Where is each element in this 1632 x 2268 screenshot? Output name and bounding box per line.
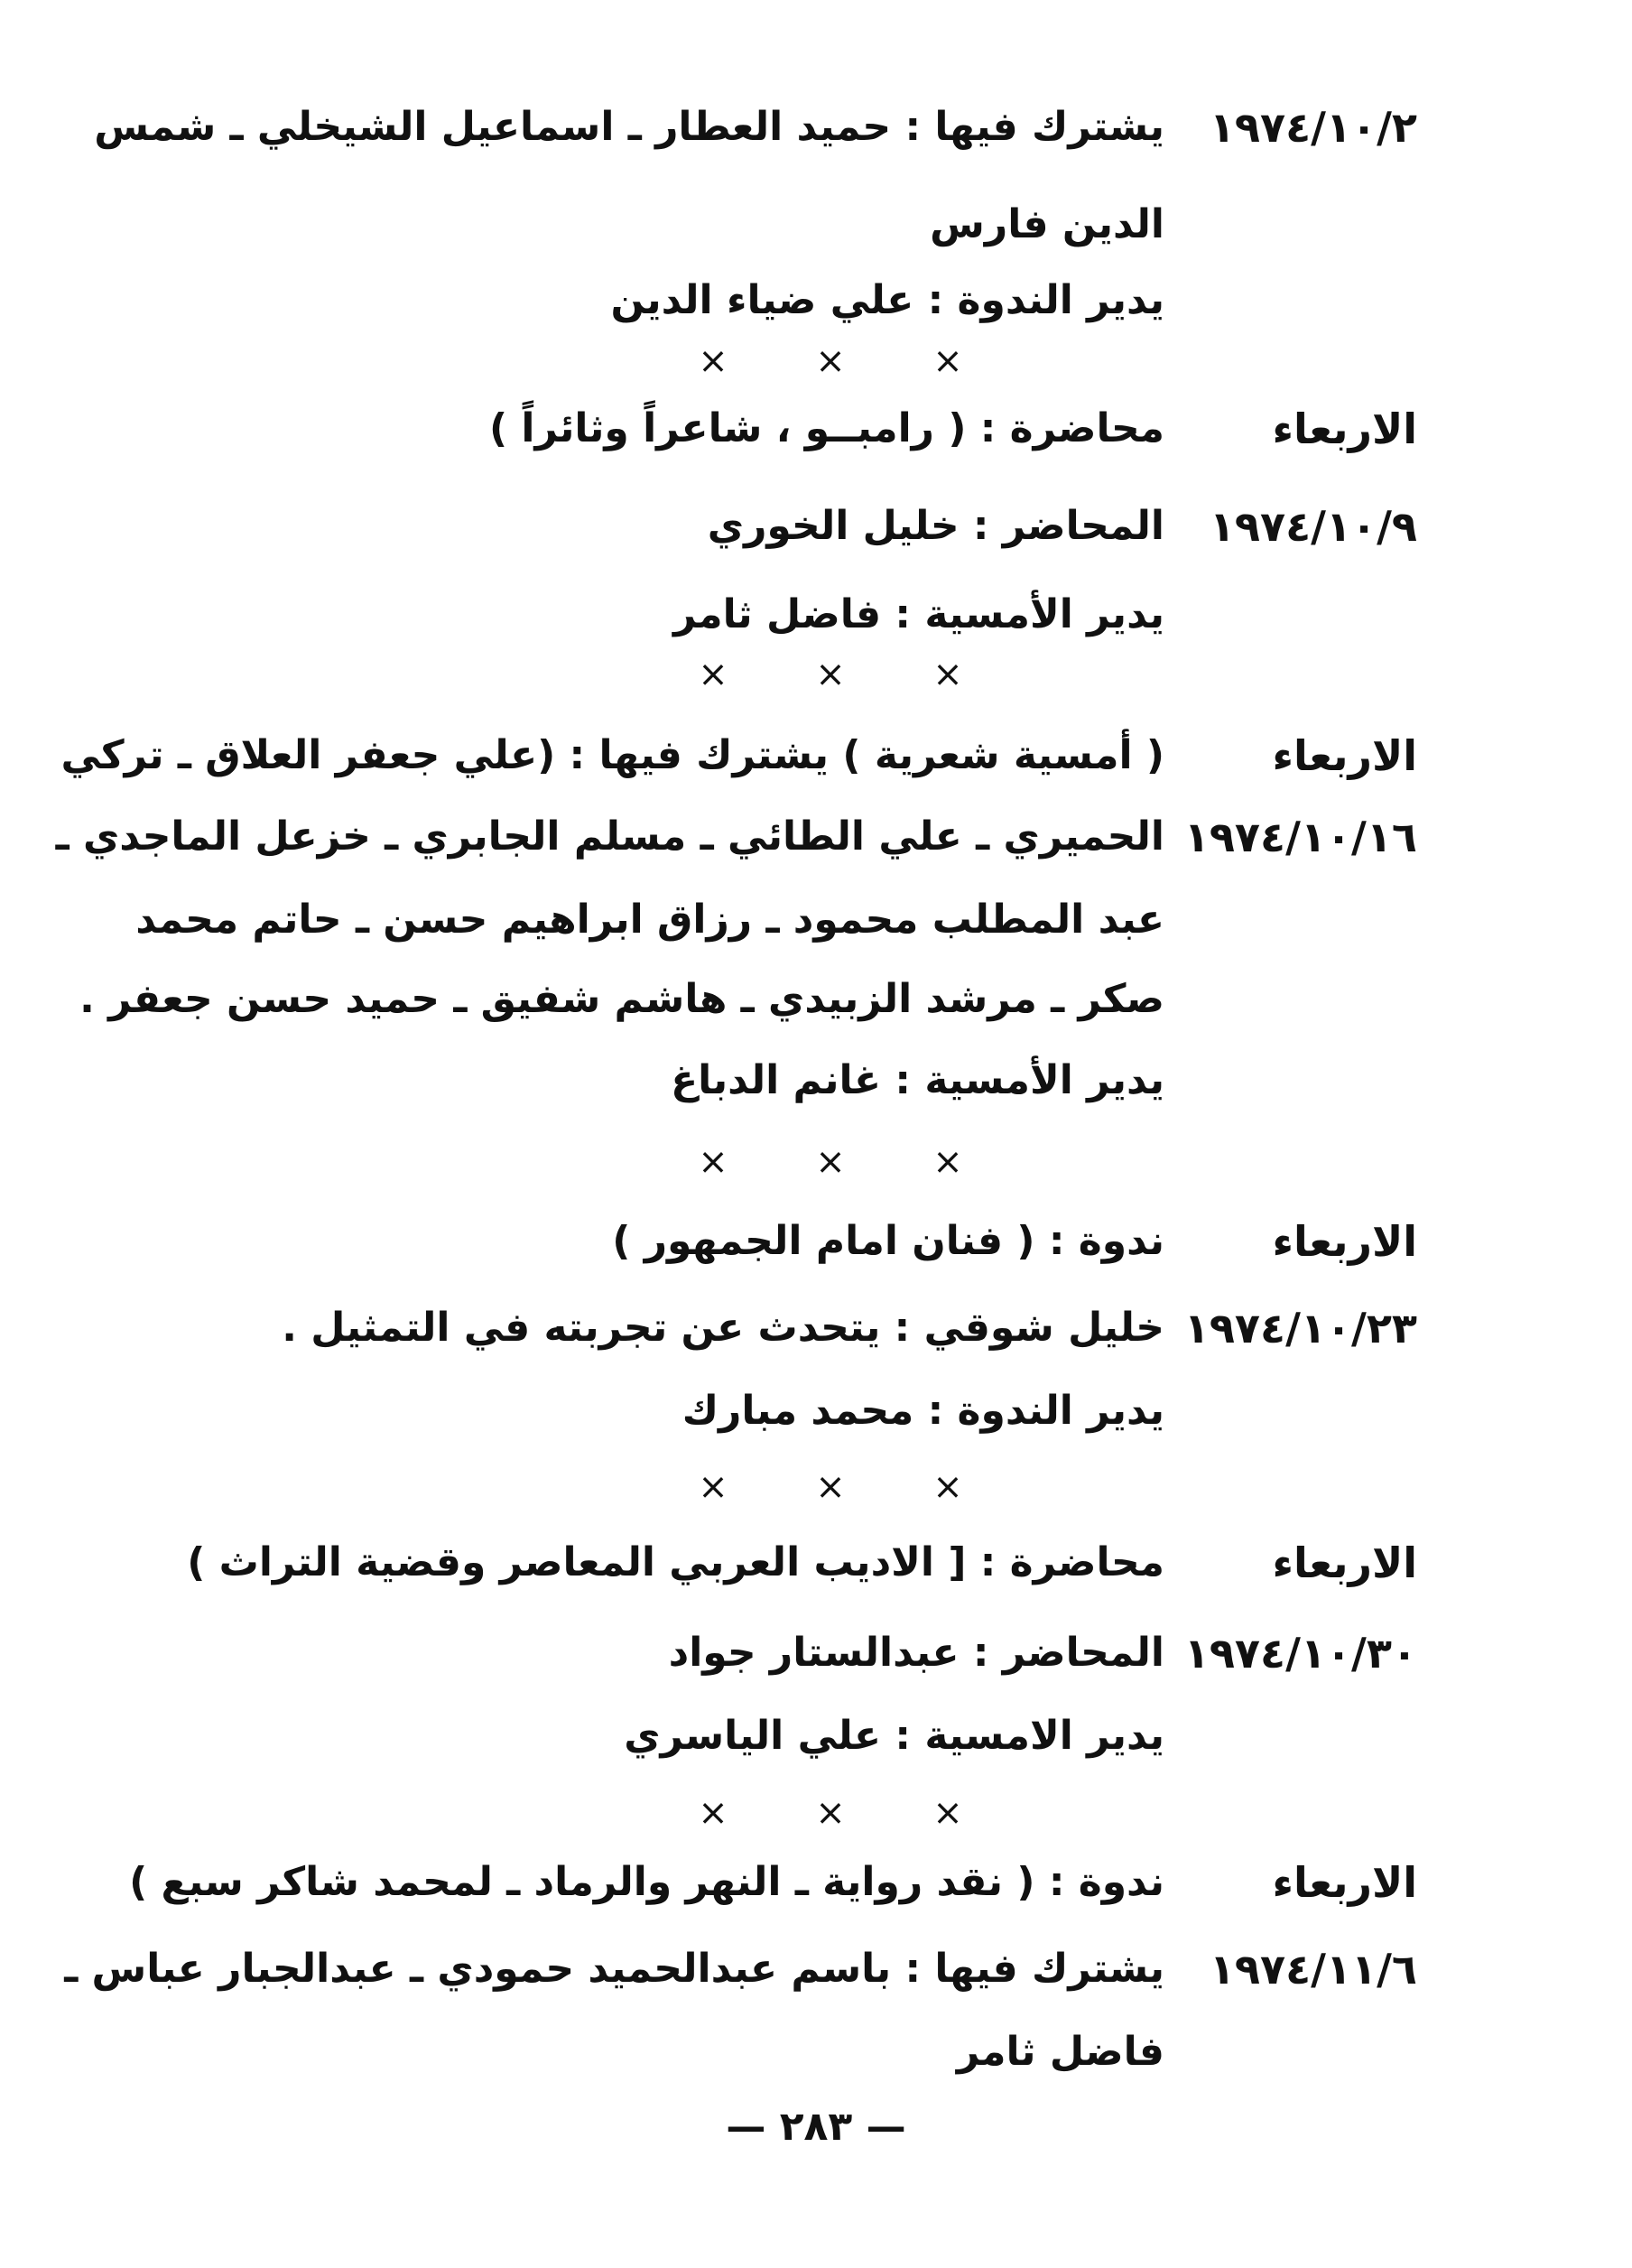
entry-text: الحميري ـ علي الطائي ـ مسلم الجابري ـ خزعل الماجدي ـ [55, 813, 1164, 860]
entry-day: الاربعاء [1272, 731, 1417, 780]
separator-mark: × [698, 1792, 728, 1834]
entry-line [190, 1371, 1417, 1468]
section-separator [695, 1790, 966, 1836]
entry-line [190, 1040, 1417, 1138]
section-separator [695, 339, 966, 384]
separator-mark: × [815, 1141, 846, 1183]
entry-line [190, 1696, 1417, 1793]
entry-date: ١٩٧٤/١٠/٣٠ [1183, 1629, 1417, 1678]
entry-line [55, 796, 1417, 879]
entry-text: يشترك فيها : حميد العطار ـ اسماعيل الشيخلي ـ شمس [94, 104, 1164, 150]
program-entry [190, 1201, 1417, 1468]
separator-mark: × [815, 1466, 846, 1508]
section-separator [695, 1139, 966, 1185]
entry-text: يدير الأمسية : فاضل ثامر [673, 591, 1164, 637]
entry-text: محاضرة : ( رامبــو ، شاعراً وثائراً ) [488, 405, 1164, 451]
entry-line [64, 1929, 1417, 2012]
separator-mark: × [932, 1792, 963, 1834]
entry-text: يدير الأمسية : غانم الدباغ [671, 1057, 1164, 1103]
separator-mark: × [932, 1466, 963, 1508]
entry-text: المحاضر : خليل الخوري [707, 503, 1164, 549]
separator-mark: × [815, 654, 846, 695]
entry-text: الدين فارس [930, 201, 1164, 247]
entry-line [190, 184, 1417, 260]
entry-text: يدير الندوة : علي ضياء الدين [610, 277, 1164, 323]
entry-day: الاربعاء [1272, 1217, 1417, 1266]
entry-line [190, 486, 1417, 574]
separator-mark: × [932, 1141, 963, 1183]
program-entry [190, 388, 1417, 672]
entry-text: ندوة : ( فنان امام الجمهور ) [612, 1218, 1164, 1264]
separator-mark: × [815, 340, 846, 382]
entry-date: ١٩٧٤/١٠/٩ [1209, 502, 1417, 551]
entry-line [94, 87, 1417, 184]
program-entry [94, 87, 1417, 358]
entry-line [190, 1287, 1417, 1371]
entry-date: ١٩٧٤/١٠/٢٣ [1183, 1304, 1417, 1352]
entry-text: عبد المطلب محمود ـ رزاق ابراهيم حسن ـ حاتم محمد [135, 897, 1164, 943]
entry-line [79, 959, 1417, 1040]
entry-text: ( أمسية شعرية ) يشترك فيها : (علي جعفر العلاق ـ تركي [60, 732, 1164, 778]
entry-text: خليل شوقي : يتحدث عن تجربته في التمثيل . [282, 1305, 1164, 1351]
separator-mark: × [932, 340, 963, 382]
entry-line [129, 1842, 1417, 1929]
entry-text: ندوة : ( نقد رواية ـ النهر والرماد ـ لمحمد شاكر سبع ) [129, 1859, 1164, 1905]
separator-mark: × [932, 654, 963, 695]
entry-line [190, 2012, 1417, 2109]
separator-mark: × [698, 654, 728, 695]
entry-text: صكر ـ مرشد الزبيدي ـ هاشم شفيق ـ حميد حسن جعفر . [79, 976, 1164, 1022]
program-entry [55, 715, 1417, 1138]
entry-line [187, 1522, 1417, 1613]
entry-line [135, 879, 1417, 959]
section-separator [695, 652, 966, 697]
entry-text: يدير الندوة : محمد مبارك [682, 1388, 1164, 1434]
page-number: — ٢٨٣ — [726, 2104, 906, 2150]
entry-line [60, 715, 1417, 796]
entry-text: يشترك فيها : باسم عبدالحميد حمودي ـ عبدالجبار عباس ـ [64, 1946, 1164, 1992]
program-entry [187, 1522, 1417, 1793]
entry-text: فاضل ثامر [956, 2029, 1164, 2075]
entry-text: يدير الامسية : علي الياسري [624, 1713, 1164, 1759]
entry-day: الاربعاء [1272, 404, 1417, 453]
entry-text: المحاضر : عبدالستار جواد [668, 1630, 1164, 1676]
separator-mark: × [815, 1792, 846, 1834]
separator-mark: × [698, 1141, 728, 1183]
entry-day: الاربعاء [1272, 1538, 1417, 1587]
program-entry [64, 1842, 1417, 2109]
entry-line [190, 1613, 1417, 1696]
entry-date: ١٩٧٤/١٠/١٦ [1183, 813, 1417, 861]
entry-date: ١٩٧٤/١٠/٢ [1209, 103, 1417, 152]
entry-text: محاضرة : [ الاديب العربي المعاصر وقضية التراث ) [187, 1539, 1164, 1585]
entry-line [190, 1201, 1417, 1287]
entry-day: الاربعاء [1272, 1858, 1417, 1907]
entry-date: ١٩٧٤/١١/٦ [1209, 1945, 1417, 1994]
separator-mark: × [698, 1466, 728, 1508]
entry-line [190, 388, 1417, 486]
separator-mark: × [698, 340, 728, 382]
section-separator [695, 1464, 966, 1510]
